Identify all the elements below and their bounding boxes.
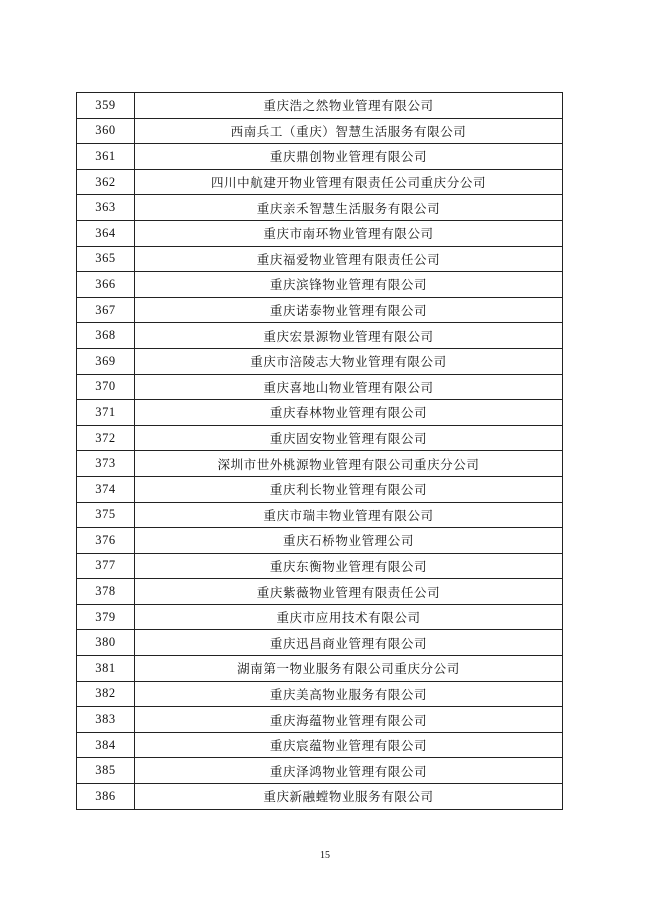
company-name-cell: 重庆春林物业管理有限公司 (135, 400, 563, 426)
row-number-cell: 363 (77, 195, 135, 221)
table-row (77, 681, 563, 707)
page-number: 15 (320, 850, 330, 861)
company-name-cell: 重庆固安物业管理有限公司 (135, 425, 563, 451)
company-name-cell: 湖南第一物业服务有限公司重庆分公司 (135, 656, 563, 682)
company-name-cell: 重庆市应用技术有限公司 (135, 604, 563, 630)
table-row (77, 732, 563, 758)
company-name-cell: 重庆海蕴物业管理有限公司 (135, 707, 563, 733)
table-row (77, 604, 563, 630)
company-name-cell: 重庆宏景源物业管理有限公司 (135, 323, 563, 349)
table-row (77, 169, 563, 195)
row-number-cell: 377 (77, 553, 135, 579)
row-number-cell: 367 (77, 297, 135, 323)
company-name-cell: 重庆石桥物业管理公司 (135, 528, 563, 554)
company-name-cell: 重庆亲禾智慧生活服务有限公司 (135, 195, 563, 221)
row-number-cell: 374 (77, 476, 135, 502)
company-name-cell: 重庆市南环物业管理有限公司 (135, 220, 563, 246)
company-name-cell: 重庆宸蕴物业管理有限公司 (135, 732, 563, 758)
row-number-cell: 369 (77, 348, 135, 374)
table-row (77, 118, 563, 144)
company-name-cell: 四川中航建开物业管理有限责任公司重庆分公司 (135, 169, 563, 195)
row-number-cell: 375 (77, 502, 135, 528)
table-row (77, 758, 563, 784)
table-row (77, 400, 563, 426)
row-number-cell: 360 (77, 118, 135, 144)
row-number-cell: 362 (77, 169, 135, 195)
row-number-cell: 380 (77, 630, 135, 656)
row-number-cell: 366 (77, 272, 135, 298)
row-number-cell: 361 (77, 144, 135, 170)
company-name-cell: 重庆泽鸿物业管理有限公司 (135, 758, 563, 784)
table-row (77, 630, 563, 656)
company-name-cell: 重庆利长物业管理有限公司 (135, 476, 563, 502)
company-name-cell: 重庆浩之然物业管理有限公司 (135, 93, 563, 119)
row-number-cell: 364 (77, 220, 135, 246)
company-name-cell: 重庆迅昌商业管理有限公司 (135, 630, 563, 656)
table-row (77, 451, 563, 477)
company-list-body (77, 93, 563, 810)
company-name-cell: 重庆诺泰物业管理有限公司 (135, 297, 563, 323)
row-number-cell: 379 (77, 604, 135, 630)
table-row (77, 553, 563, 579)
row-number-cell: 385 (77, 758, 135, 784)
company-name-cell: 重庆鼎创物业管理有限公司 (135, 144, 563, 170)
row-number-cell: 386 (77, 784, 135, 810)
table-row (77, 579, 563, 605)
table-row (77, 374, 563, 400)
table-row (77, 297, 563, 323)
table-row (77, 220, 563, 246)
row-number-cell: 378 (77, 579, 135, 605)
row-number-cell: 383 (77, 707, 135, 733)
company-list-table (76, 92, 563, 810)
table-row (77, 144, 563, 170)
company-name-cell: 重庆东衡物业管理有限公司 (135, 553, 563, 579)
row-number-cell: 368 (77, 323, 135, 349)
table-row (77, 93, 563, 119)
row-number-cell: 384 (77, 732, 135, 758)
row-number-cell: 372 (77, 425, 135, 451)
row-number-cell: 371 (77, 400, 135, 426)
row-number-cell: 376 (77, 528, 135, 554)
company-name-cell: 西南兵工（重庆）智慧生活服务有限公司 (135, 118, 563, 144)
table-row (77, 502, 563, 528)
company-name-cell: 重庆市涪陵志大物业管理有限公司 (135, 348, 563, 374)
company-name-cell: 重庆滨锋物业管理有限公司 (135, 272, 563, 298)
row-number-cell: 381 (77, 656, 135, 682)
company-name-cell: 重庆紫薇物业管理有限责任公司 (135, 579, 563, 605)
table-row (77, 195, 563, 221)
row-number-cell: 382 (77, 681, 135, 707)
table-row (77, 272, 563, 298)
table-row (77, 784, 563, 810)
company-name-cell: 重庆市瑞丰物业管理有限公司 (135, 502, 563, 528)
table-row (77, 246, 563, 272)
row-number-cell: 359 (77, 93, 135, 119)
row-number-cell: 373 (77, 451, 135, 477)
table-row (77, 656, 563, 682)
row-number-cell: 370 (77, 374, 135, 400)
company-name-cell: 重庆喜地山物业管理有限公司 (135, 374, 563, 400)
company-name-cell: 深圳市世外桃源物业管理有限公司重庆分公司 (135, 451, 563, 477)
table-row (77, 528, 563, 554)
table-row (77, 323, 563, 349)
company-name-cell: 重庆美高物业服务有限公司 (135, 681, 563, 707)
table-row (77, 425, 563, 451)
table-row (77, 476, 563, 502)
row-number-cell: 365 (77, 246, 135, 272)
company-name-cell: 重庆福爱物业管理有限责任公司 (135, 246, 563, 272)
table-row (77, 707, 563, 733)
table-row (77, 348, 563, 374)
company-name-cell: 重庆新融螳物业服务有限公司 (135, 784, 563, 810)
